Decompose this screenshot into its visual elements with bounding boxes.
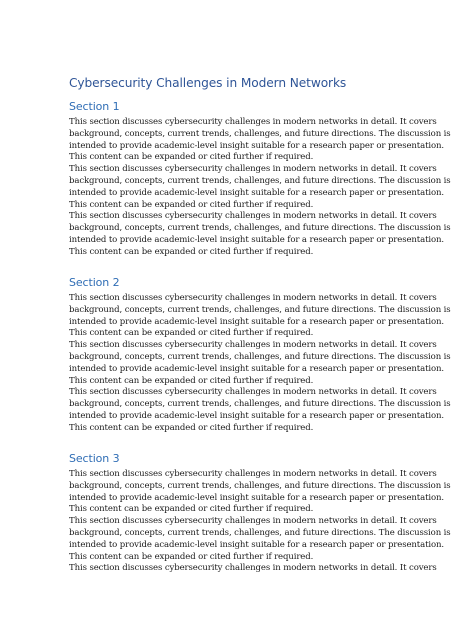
text-line: This section discusses cybersecurity challenges in modern networks in detail. It covers xyxy=(69,469,437,479)
text-line: intended to provide academic-level insight suitable for a research paper or presentation. xyxy=(69,539,445,550)
text-line: background, concepts, current trends, challenges, and future directions. The discussion is xyxy=(69,351,451,362)
text-line: intended to provide academic-level insight suitable for a research paper or presentation. xyxy=(69,140,445,151)
paragraph xyxy=(69,563,437,575)
text-line: intended to provide academic-level insight suitable for a research paper or presentation. xyxy=(69,234,445,245)
text-line: This content can be expanded or cited further if required. xyxy=(69,504,314,515)
text-line: This content can be expanded or cited further if required. xyxy=(69,199,314,210)
text-line: This content can be expanded or cited further if required. xyxy=(69,246,314,257)
text-line: This section discusses cybersecurity challenges in modern networks in detail. It covers xyxy=(69,563,437,574)
section-heading: Section 3 xyxy=(69,452,120,465)
text-line: This section discusses cybersecurity challenges in modern networks in detail. It covers xyxy=(69,387,437,398)
text-line: intended to provide academic-level insight suitable for a research paper or presentation. xyxy=(69,410,445,421)
text-line: background, concepts, current trends, challenges, and future directions. The discussion is xyxy=(69,399,451,410)
text-line: This content can be expanded or cited further if required. xyxy=(69,152,314,163)
text-line: This section discusses cybersecurity challenges in modern networks in detail. It covers xyxy=(69,117,437,127)
text-line: This content can be expanded or cited further if required. xyxy=(69,422,314,433)
text-line: intended to provide academic-level insight suitable for a research paper or presentation. xyxy=(69,492,445,503)
text-line: This section discusses cybersecurity challenges in modern networks in detail. It covers xyxy=(69,164,437,175)
text-line: background, concepts, current trends, challenges, and future directions. The discussion is xyxy=(69,304,451,315)
section-3 xyxy=(69,452,451,575)
document-title: Cybersecurity Challenges in Modern Networks xyxy=(69,76,347,90)
section-heading: Section 1 xyxy=(69,100,120,113)
paragraph xyxy=(69,117,451,164)
paragraph xyxy=(69,164,451,211)
paragraph xyxy=(69,516,451,563)
text-line: This content can be expanded or cited further if required. xyxy=(69,375,314,386)
paragraph xyxy=(69,293,451,340)
paragraph xyxy=(69,211,451,258)
paragraph xyxy=(69,340,451,387)
text-line: This section discusses cybersecurity challenges in modern networks in detail. It covers xyxy=(69,293,437,303)
text-line: This content can be expanded or cited further if required. xyxy=(69,551,314,562)
text-line: background, concepts, current trends, challenges, and future directions. The discussion is xyxy=(69,527,451,538)
text-line: background, concepts, current trends, challenges, and future directions. The discussion is xyxy=(69,128,451,139)
text-line: This section discusses cybersecurity challenges in modern networks in detail. It covers xyxy=(69,340,437,351)
text-line: background, concepts, current trends, challenges, and future directions. The discussion is xyxy=(69,480,451,491)
paragraph xyxy=(69,387,451,434)
text-line: This section discusses cybersecurity challenges in modern networks in detail. It covers xyxy=(69,211,437,222)
text-line: intended to provide academic-level insight suitable for a research paper or presentation. xyxy=(69,316,445,327)
text-line: This section discusses cybersecurity challenges in modern networks in detail. It covers xyxy=(69,516,437,527)
text-line: background, concepts, current trends, challenges, and future directions. The discussion is xyxy=(69,223,451,234)
text-line: intended to provide academic-level insight suitable for a research paper or presentation. xyxy=(69,187,445,198)
text-line: intended to provide academic-level insight suitable for a research paper or presentation. xyxy=(69,363,445,374)
text-line: This content can be expanded or cited further if required. xyxy=(69,328,314,339)
paragraph xyxy=(69,469,451,516)
section-1 xyxy=(69,100,451,259)
section-heading: Section 2 xyxy=(69,276,120,289)
section-2 xyxy=(69,276,451,435)
text-line: background, concepts, current trends, challenges, and future directions. The discussion is xyxy=(69,175,451,186)
